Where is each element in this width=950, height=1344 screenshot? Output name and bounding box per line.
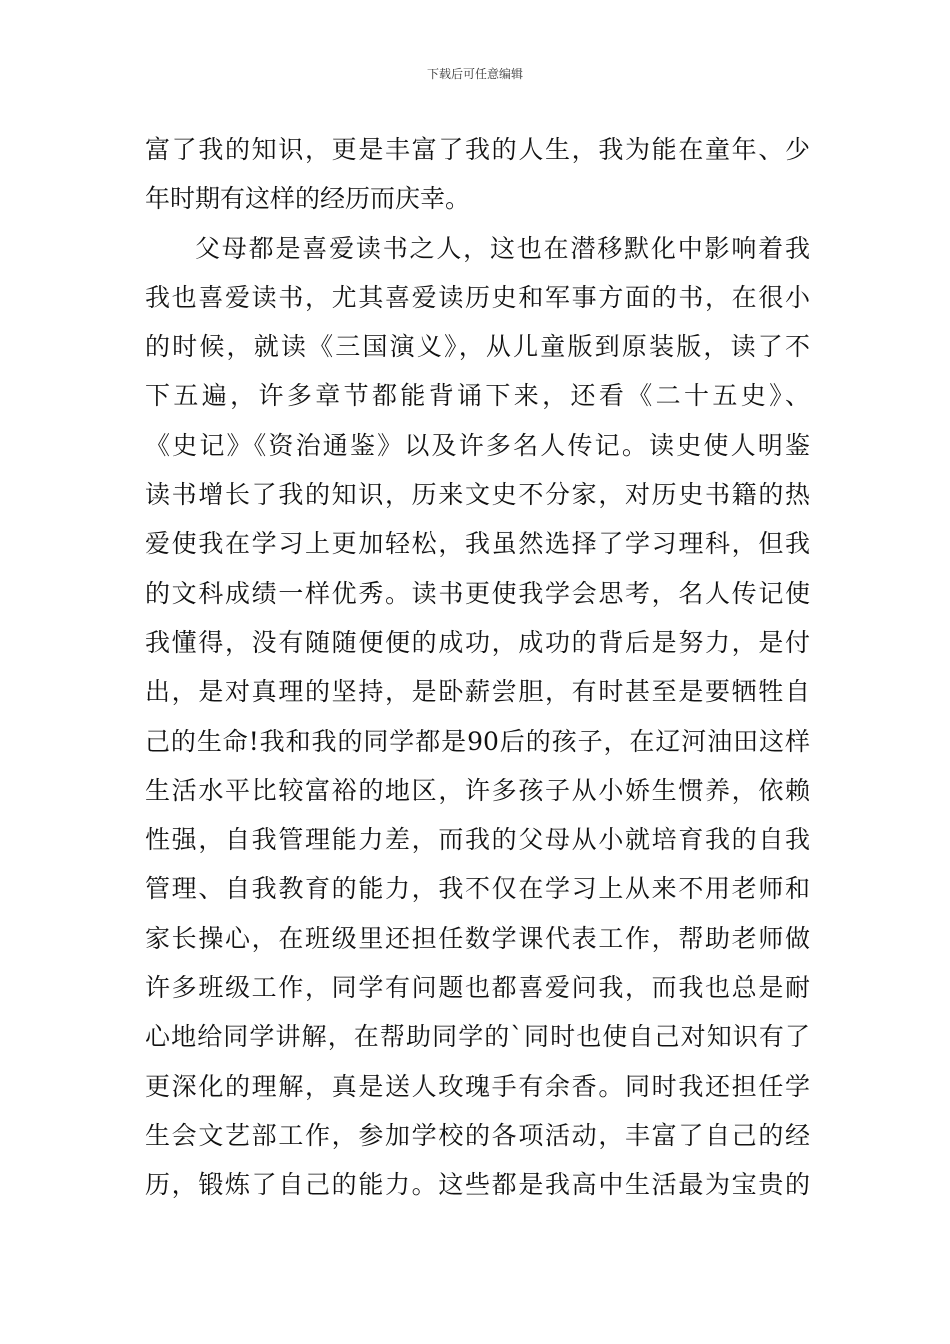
text-line: 己的生命!我和我的同学都是90后的孩子，在辽河油田这样 bbox=[145, 726, 810, 756]
text-line: 出，是对真理的坚持，是卧薪尝胆，有时甚至是要牺牲自 bbox=[145, 677, 810, 707]
text-line: 《史记》《资治通鉴》以及许多名人传记。读史使人明鉴 bbox=[145, 430, 810, 460]
text-line: 更深化的理解，真是送人玫瑰手有余香。同时我还担任学 bbox=[145, 1071, 810, 1101]
text-line-paragraph-start: 父母都是喜爱读书之人，这也在潜移默化中影响着我 bbox=[195, 233, 810, 263]
text-line: 我也喜爱读书，尤其喜爱读历史和军事方面的书，在很小 bbox=[145, 282, 810, 312]
text-line: 性强，自我管理能力差，而我的父母从小就培育我的自我 bbox=[145, 825, 810, 855]
text-line: 读书增长了我的知识，历来文史不分家，对历史书籍的热 bbox=[145, 480, 810, 510]
text-line: 管理、自我教育的能力，我不仅在学习上从来不用老师和 bbox=[145, 874, 810, 904]
text-line: 历，锻炼了自己的能力。这些都是我高中生活最为宝贵的 bbox=[145, 1170, 810, 1200]
text-line: 生会文艺部工作，参加学校的各项活动，丰富了自己的经 bbox=[145, 1120, 810, 1150]
text-line: 年时期有这样的经历而庆幸。 bbox=[145, 184, 471, 214]
text-line: 下五遍，许多章节都能背诵下来，还看《二十五史》、 bbox=[145, 381, 810, 411]
text-line: 的文科成绩一样优秀。读书更使我学会思考，名人传记使 bbox=[145, 578, 810, 608]
text-line: 心地给同学讲解，在帮助同学的`同时也使自己对知识有了 bbox=[145, 1022, 810, 1052]
text-line: 生活水平比较富裕的地区，许多孩子从小娇生惯养，依赖 bbox=[145, 775, 810, 805]
header-note: 下载后可任意编辑 bbox=[426, 67, 523, 81]
text-line: 爱使我在学习上更加轻松，我虽然选择了学习理科，但我 bbox=[145, 529, 810, 559]
text-line: 富了我的知识，更是丰富了我的人生，我为能在童年、少 bbox=[145, 135, 810, 164]
body-text bbox=[145, 125, 810, 1210]
text-line: 我懂得，没有随随便便的成功，成功的背后是努力，是付 bbox=[145, 627, 810, 657]
text-line: 的时候，就读《三国演义》，从儿童版到原装版，读了不 bbox=[145, 332, 810, 362]
text-line: 家长操心，在班级里还担任数学课代表工作，帮助老师做 bbox=[145, 923, 810, 953]
text-line: 许多班级工作，同学有问题也都喜爱问我，而我也总是耐 bbox=[145, 973, 810, 1003]
